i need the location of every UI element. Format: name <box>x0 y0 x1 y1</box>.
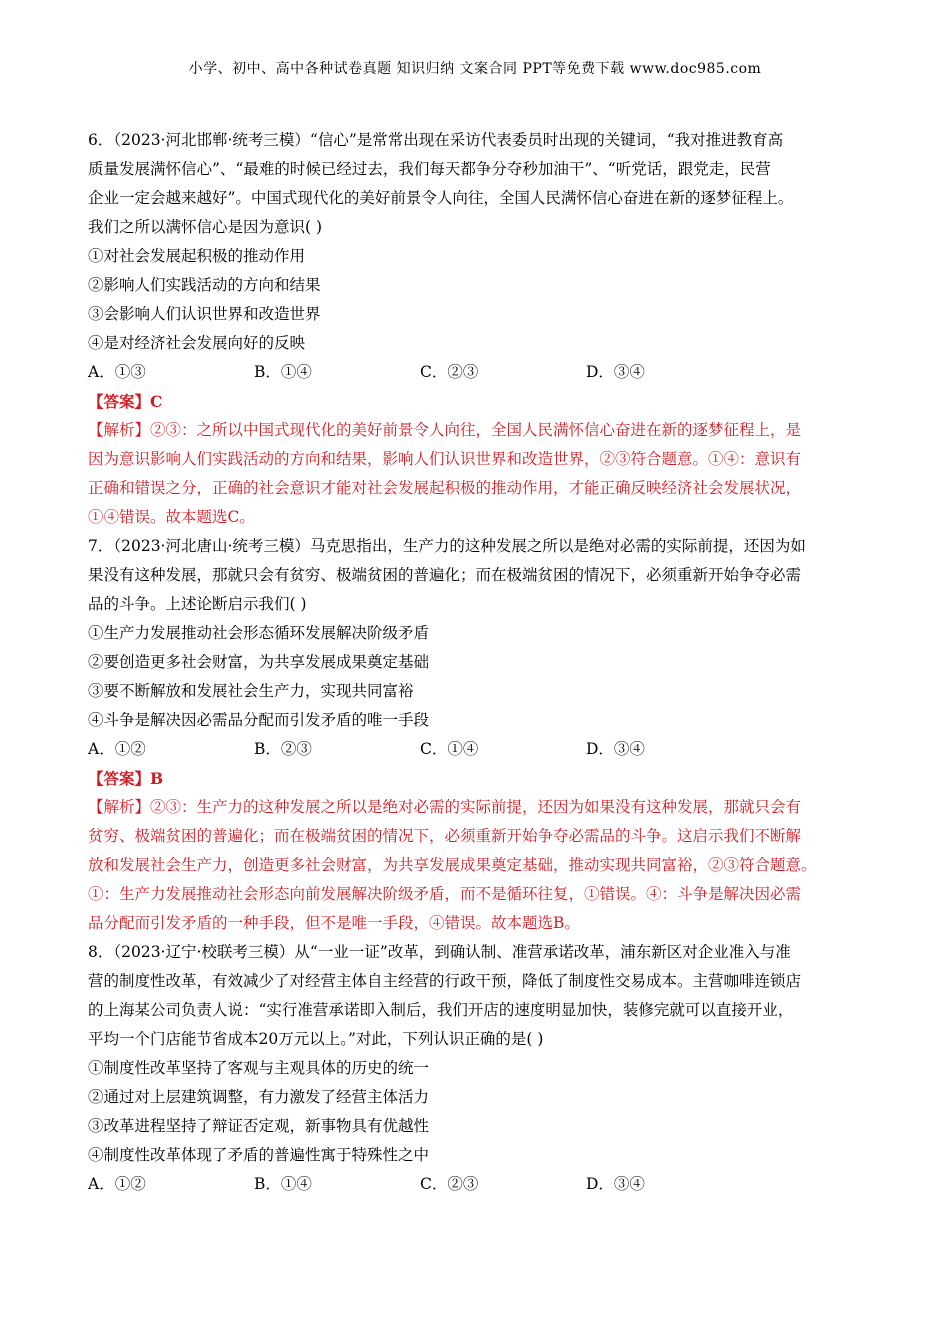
statement-item: ①对社会发展起积极的推动作用 <box>88 247 306 265</box>
question-stem-line: 营的制度性改革，有效减少了对经营主体自主经营的行政干预，降低了制度性交易成本。主营咖啡连锁店 <box>88 972 802 990</box>
statement-item: ②要创造更多社会财富，为共享发展成果奠定基础 <box>88 653 430 671</box>
question-stem-line: 我们之所以满怀信心是因为意识( ) <box>88 218 323 236</box>
analysis-line: 品分配而引发矛盾的一种手段，但不是唯一手段，④错误。故本题选B。 <box>88 914 580 932</box>
option-a: A．①② <box>88 1175 146 1193</box>
analysis-line: 【解析】②③：之所以中国式现代化的美好前景令人向往，全国人民满怀信心奋进在新的逐梦征程上，是 <box>88 421 802 439</box>
question-8 <box>88 938 878 1199</box>
answer-label: 【答案】C <box>88 392 163 411</box>
analysis-line: 放和发展社会生产力，创造更多社会财富，为共享发展成果奠定基础，推动实现共同富裕，②③符合题意。 <box>88 856 817 874</box>
analysis-line: 贫穷、极端贫困的普遍化；而在极端贫困的情况下，必须重新开始争夺必需品的斗争。这启示我们不断解 <box>88 827 802 845</box>
option-b: B．②③ <box>254 740 312 758</box>
statement-item: ②影响人们实践活动的方向和结果 <box>88 276 321 294</box>
question-stem-line: 7．（2023·河北唐山·统考三模）马克思指出，生产力的这种发展之所以是绝对必需的实际前提，还因为如 <box>88 537 806 555</box>
option-b: B．①④ <box>254 1175 312 1193</box>
analysis-line: 因为意识影响人们实践活动的方向和结果，影响人们认识世界和改造世界，②③符合题意。①④：意识有 <box>88 450 802 468</box>
option-b: B．①④ <box>254 363 312 381</box>
question-stem-line: 质量发展满怀信心”、“最难的时候已经过去，我们每天都争分夺秒加油干”、“听党话，跟党走，民营 <box>88 160 771 178</box>
question-stem-line: 企业一定会越来越好”。中国式现代化的美好前景令人向往，全国人民满怀信心奋进在新的逐梦征程上。 <box>88 189 794 207</box>
answer-options <box>88 358 878 387</box>
statement-item: ④制度性改革体现了矛盾的普遍性寓于特殊性之中 <box>88 1146 430 1164</box>
option-c: C．②③ <box>420 1175 479 1193</box>
statement-item: ①生产力发展推动社会形态循环发展解决阶级矛盾 <box>88 624 430 642</box>
answer-label: 【答案】B <box>88 769 164 788</box>
statement-item: ①制度性改革坚持了客观与主观具体的历史的统一 <box>88 1059 430 1077</box>
option-a: A．①② <box>88 740 146 758</box>
option-d: D．③④ <box>586 363 645 381</box>
statement-item: ④斗争是解决因必需品分配而引发矛盾的唯一手段 <box>88 711 430 729</box>
answer-options <box>88 735 878 764</box>
question-7 <box>88 532 878 938</box>
question-stem-line: 果没有这种发展，那就只会有贫穷、极端贫困的普遍化；而在极端贫困的情况下，必须重新开始争夺必需 <box>88 566 802 584</box>
option-a: A．①③ <box>88 363 146 381</box>
question-stem-line: 品的斗争。上述论断启示我们( ) <box>88 595 307 613</box>
analysis-line: ①④错误。故本题选C。 <box>88 508 255 526</box>
statement-item: ③会影响人们认识世界和改造世界 <box>88 305 321 323</box>
option-c: C．②③ <box>420 363 479 381</box>
analysis-line: 正确和错误之分，正确的社会意识才能对社会发展起积极的推动作用，才能正确反映经济社会发展状况， <box>88 479 802 497</box>
statement-item: ④是对经济社会发展向好的反映 <box>88 334 306 352</box>
question-6 <box>88 126 878 532</box>
document-body <box>88 126 878 1199</box>
answer-options <box>88 1170 878 1199</box>
option-c: C．①④ <box>420 740 479 758</box>
statement-item: ③要不断解放和发展社会生产力，实现共同富裕 <box>88 682 414 700</box>
option-d: D．③④ <box>586 740 645 758</box>
question-stem-line: 6．（2023·河北邯郸·统考三模）“信心”是常常出现在采访代表委员时出现的关键词，“我对推进教育高 <box>88 131 784 149</box>
analysis-line: ①：生产力发展推动社会形态向前发展解决阶级矛盾，而不是循环往复，①错误。④：斗争是解决因必需 <box>88 885 802 903</box>
question-stem-line: 平均一个门店能节省成本20万元以上。”对此，下列认识正确的是( ) <box>88 1030 544 1048</box>
question-stem-line: 的上海某公司负责人说：“实行准营承诺即入制后，我们开店的速度明显加快，装修完就可以直接开业， <box>88 1001 794 1019</box>
option-d: D．③④ <box>586 1175 645 1193</box>
statement-item: ②通过对上层建筑调整，有力激发了经营主体活力 <box>88 1088 430 1106</box>
question-stem-line: 8．（2023·辽宁·校联考三模）从“一业一证”改革，到确认制、准营承诺改革，浦东新区对企业准入与准 <box>88 943 791 961</box>
analysis-line: 【解析】②③：生产力的这种发展之所以是绝对必需的实际前提，还因为如果没有这种发展，那就只会有 <box>88 798 802 816</box>
page-header: 小学、初中、高中各种试卷真题 知识归纳 文案合同 PPT等免费下载 www.doc985.com <box>188 61 762 77</box>
statement-item: ③改革进程坚持了辩证否定观，新事物具有优越性 <box>88 1117 430 1135</box>
